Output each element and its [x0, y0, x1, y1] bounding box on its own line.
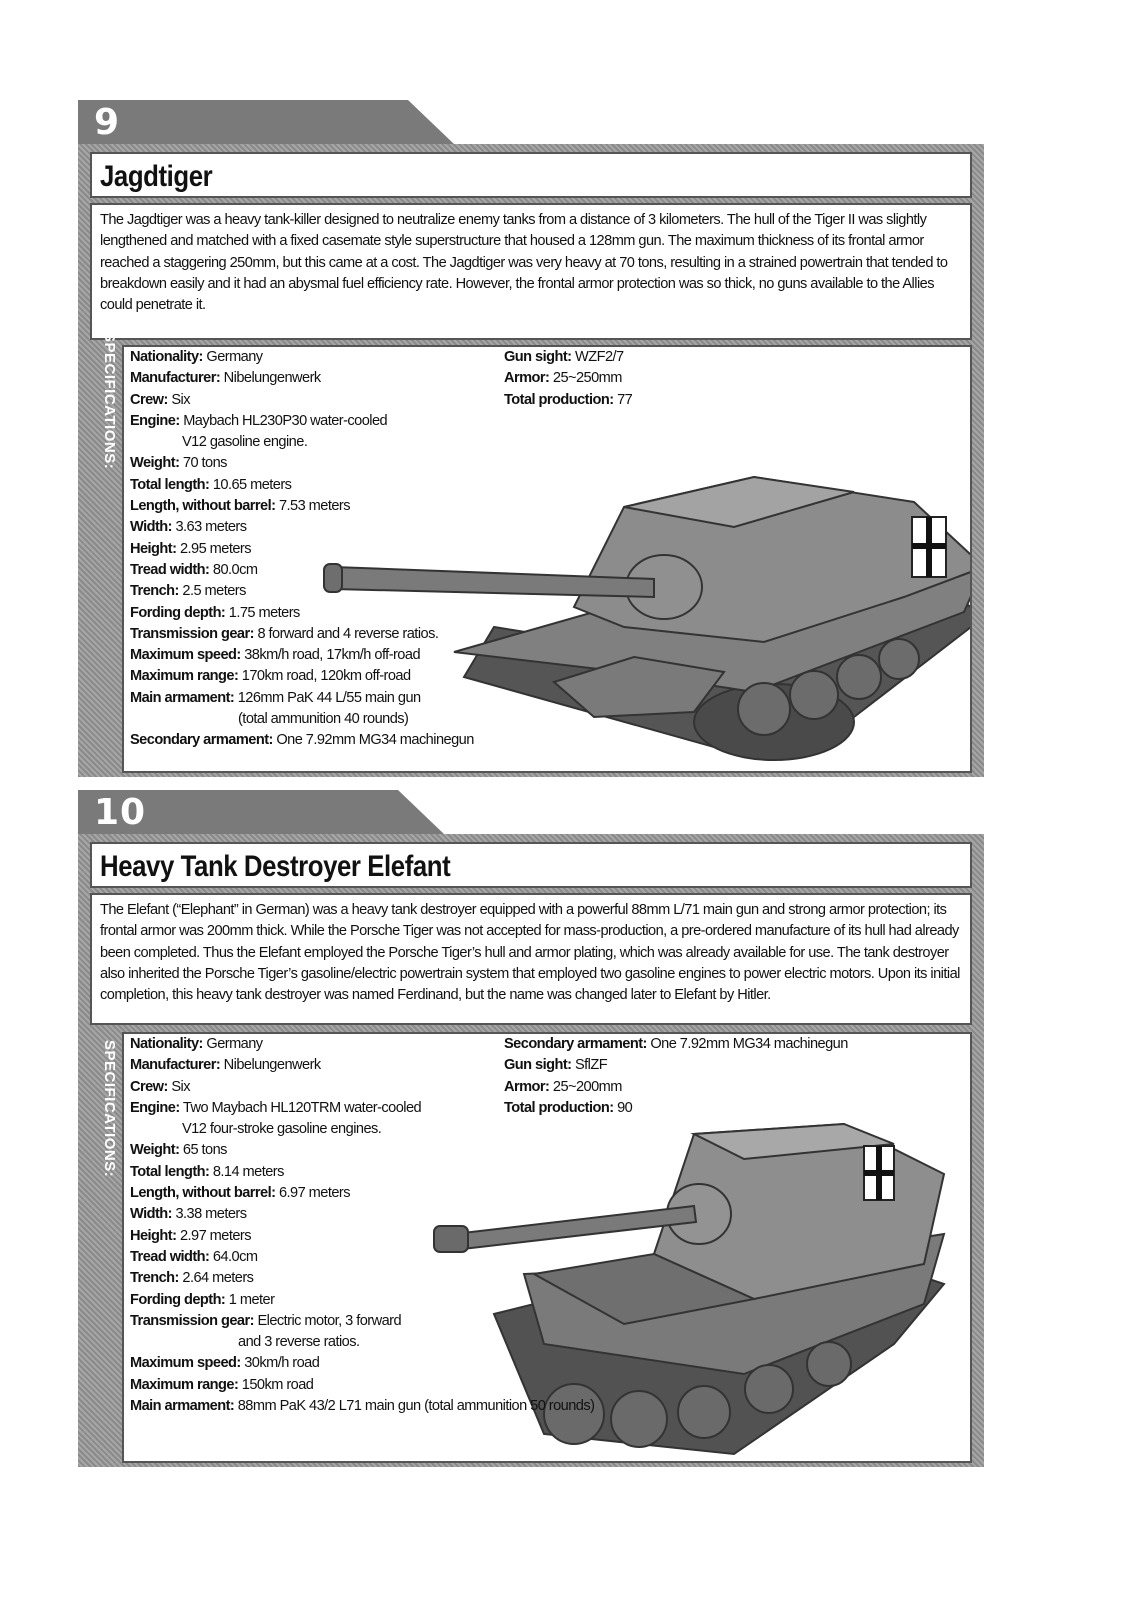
spec-row: and 3 reverse ratios.	[238, 1334, 360, 1351]
spec-row: Transmission gear: Electric motor, 3 forward	[130, 1312, 402, 1329]
spec-row: Total production: 77	[504, 391, 633, 408]
spec-row: Main armament: 88mm PaK 43/2 L71 main gun (total ammunition 50 rounds)	[130, 1398, 595, 1415]
spec-row: Fording depth: 1 meter	[130, 1291, 275, 1308]
specifications-label: SPECIFICATIONS:	[101, 1040, 118, 1178]
spec-row: Length, without barrel: 7.53 meters	[130, 498, 350, 515]
spec-row: Gun sight: SflZF	[504, 1057, 608, 1074]
spec-row: Crew: Six	[130, 391, 190, 408]
spec-row: Total production: 90	[504, 1099, 633, 1116]
spec-row: Secondary armament: One 7.92mm MG34 machinegun	[130, 732, 474, 749]
spec-row: Height: 2.97 meters	[130, 1227, 251, 1244]
spec-row: Manufacturer: Nibelungenwerk	[130, 370, 321, 387]
spec-row: Main armament: 126mm PaK 44 L/55 main gun	[130, 689, 421, 706]
cross-emblem	[864, 1146, 894, 1200]
spec-row: Armor: 25~200mm	[504, 1078, 622, 1095]
spec-row: Trench: 2.64 meters	[130, 1270, 254, 1287]
spec-row: Secondary armament: One 7.92mm MG34 machinegun	[504, 1036, 848, 1052]
spec-row: Total length: 8.14 meters	[130, 1163, 284, 1180]
spec-row: Manufacturer: Nibelungenwerk	[130, 1057, 321, 1074]
section-number: 9	[94, 102, 121, 143]
section-title: Heavy Tank Destroyer Elefant	[100, 850, 451, 883]
section-jagdtiger	[78, 100, 984, 777]
number-tab	[78, 790, 984, 836]
spec-row: Engine: Maybach HL230P30 water-cooled	[130, 412, 388, 429]
spec-row: Nationality: Germany	[130, 1036, 263, 1052]
specs-right-column	[504, 1034, 848, 1119]
spec-row: (total ammunition 40 rounds)	[238, 711, 409, 728]
spec-row: V12 four-stroke gasoline engines.	[182, 1121, 382, 1138]
spec-row: Tread width: 80.0cm	[130, 561, 258, 578]
specifications-label: SPECIFICATIONS:	[101, 332, 118, 470]
specifications-box	[122, 1032, 972, 1463]
section-number: 10	[94, 792, 147, 833]
spec-row: Maximum range: 170km road, 120km off-road	[130, 668, 411, 685]
spec-row: Fording depth: 1.75 meters	[130, 604, 300, 621]
cross-emblem	[912, 517, 946, 577]
spec-row: Maximum speed: 30km/h road	[130, 1355, 320, 1372]
section-description: The Jagdtiger was a heavy tank-killer designed to neutralize enemy tanks from a distance of 3 kilometers. The hull of the Tiger II was slightly lengthened and matched with a fixed casemate style superstructure that housed a 128mm gun. The maximum thickness of its frontal armor reached a staggering 250mm, but this came at a cost. The Jagdtiger was very heavy at 70 tons, resulting in a strained powertrain that tended to breakdown easily and it had an abysmal fuel efficiency rate. However, the frontal armor protection was so thick, no guns available to the Allies could penetrate it.	[90, 203, 972, 340]
spec-row: Height: 2.95 meters	[130, 540, 251, 557]
spec-row: Nationality: Germany	[130, 349, 263, 365]
spec-row: Width: 3.38 meters	[130, 1206, 247, 1223]
spec-row: Length, without barrel: 6.97 meters	[130, 1185, 350, 1202]
spec-row: Armor: 25~250mm	[504, 370, 622, 387]
section-description: The Elefant (“Elephant” in German) was a heavy tank destroyer equipped with a powerful 88mm L/71 main gun and strong armor protection; its frontal armor was 200mm thick. While the Porsche Tiger was not accepted for mass-production, a pre-ordered manufacture of its hull had already been completed. Thus the Elefant employed the Porsche Tiger’s hull and armor plating, which was already available for use. The tank destroyer also inherited the Porsche Tiger’s gasoline/electric powertrain system that employed two gasoline engines to power electric motors. Upon its initial completion, this heavy tank destroyer was named Ferdinand, but the name was changed later to Elefant by Hitler.	[90, 893, 972, 1025]
specs-left-column	[130, 347, 474, 752]
spec-row: V12 gasoline engine.	[182, 434, 308, 451]
spec-row: Weight: 65 tons	[130, 1142, 227, 1159]
spec-row: Crew: Six	[130, 1078, 190, 1095]
spec-row: Transmission gear: 8 forward and 4 reverse ratios.	[130, 625, 439, 642]
spec-row: Tread width: 64.0cm	[130, 1248, 258, 1265]
spec-row: Trench: 2.5 meters	[130, 583, 246, 600]
spec-row: Total length: 10.65 meters	[130, 476, 292, 493]
section-elefant	[78, 790, 984, 1467]
spec-row: Weight: 70 tons	[130, 455, 227, 472]
title-box	[90, 842, 972, 888]
spec-row: Maximum range: 150km road	[130, 1376, 314, 1393]
spec-row: Gun sight: WZF2/7	[504, 349, 624, 365]
number-tab	[78, 100, 984, 146]
specifications-box	[122, 345, 972, 773]
spec-row: Engine: Two Maybach HL120TRM water-cooled	[130, 1099, 422, 1116]
section-title: Jagdtiger	[100, 160, 213, 193]
spec-row: Width: 3.63 meters	[130, 519, 247, 536]
specs-right-column	[504, 347, 632, 411]
title-box	[90, 152, 972, 198]
spec-row: Maximum speed: 38km/h road, 17km/h off-road	[130, 647, 421, 664]
